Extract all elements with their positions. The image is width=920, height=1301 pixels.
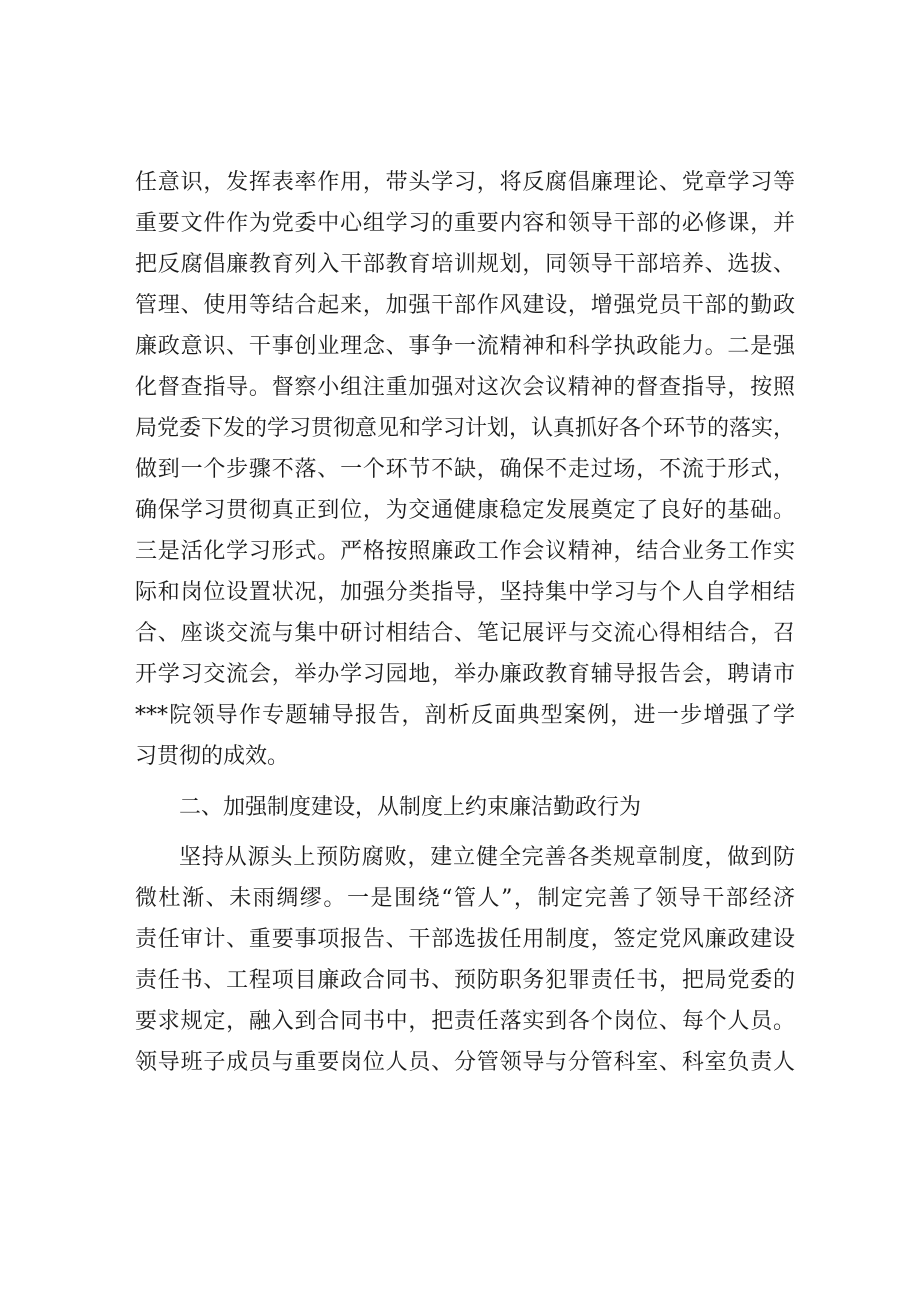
paragraph-2-line: 责任书、工程项目廉政合同书、预防职务犯罪责任书，把局党委的 [135, 968, 795, 993]
paragraph-1-line: 开学习交流会，举办学习园地，举办廉政教育辅导报告会，聘请市 [135, 662, 795, 687]
paragraph-2-line: 责任审计、重要事项报告、干部选拔任用制度，签定党风廉政建设 [135, 927, 795, 952]
paragraph-2-line: 坚持从源头上预防腐败，建立健全完善各类规章制度，做到防 [179, 845, 795, 870]
paragraph-2-line: 微杜渐、未雨绸缪。一是围绕“管人”，制定完善了领导干部经济 [135, 886, 795, 911]
paragraph-1-line: 做到一个步骤不落、一个环节不缺，确保不走过场，不流于形式， [135, 457, 795, 482]
paragraph-1-line: 三是活化学习形式。严格按照廉政工作会议精神，结合业务工作实 [135, 539, 795, 564]
paragraph-1-line: 化督查指导。督察小组注重加强对这次会议精神的督查指导，按照 [135, 375, 795, 400]
paragraph-1-line: 把反腐倡廉教育列入干部教育培训规划，同领导干部培养、选拔、 [135, 252, 795, 277]
paragraph-1-line: 局党委下发的学习贯彻意见和学习计划，认真抓好各个环节的落实， [135, 416, 795, 441]
paragraph-1-line: 重要文件作为党委中心组学习的重要内容和领导干部的必修课，并 [135, 211, 795, 236]
section-heading: 二、加强制度建设，从制度上约束廉洁勤政行为 [179, 795, 642, 820]
paragraph-1-line: ***院领导作专题辅导报告，剖析反面典型案例，进一步增强了学 [135, 703, 795, 728]
paragraph-2-line: 领导班子成员与重要岗位人员、分管领导与分管科室、科室负责人 [135, 1050, 795, 1075]
paragraph-1-line: 习贯彻的成效。 [135, 744, 290, 769]
paragraph-1-line: 任意识，发挥表率作用，带头学习，将反腐倡廉理论、党章学习等 [135, 170, 795, 195]
paragraph-1-line: 廉政意识、干事创业理念、事争一流精神和科学执政能力。二是强 [135, 334, 795, 359]
paragraph-1-line: 管理、使用等结合起来，加强干部作风建设，增强党员干部的勤政 [135, 293, 795, 318]
paragraph-1-line: 际和岗位设置状况，加强分类指导，坚持集中学习与个人自学相结 [135, 580, 795, 605]
paragraph-2-line: 要求规定，融入到合同书中，把责任落实到各个岗位、每个人员。 [135, 1009, 795, 1034]
paragraph-1-line: 确保学习贯彻真正到位，为交通健康稳定发展奠定了良好的基础。 [135, 498, 795, 523]
paragraph-1-line: 合、座谈交流与集中研讨相结合、笔记展评与交流心得相结合，召 [135, 621, 795, 646]
